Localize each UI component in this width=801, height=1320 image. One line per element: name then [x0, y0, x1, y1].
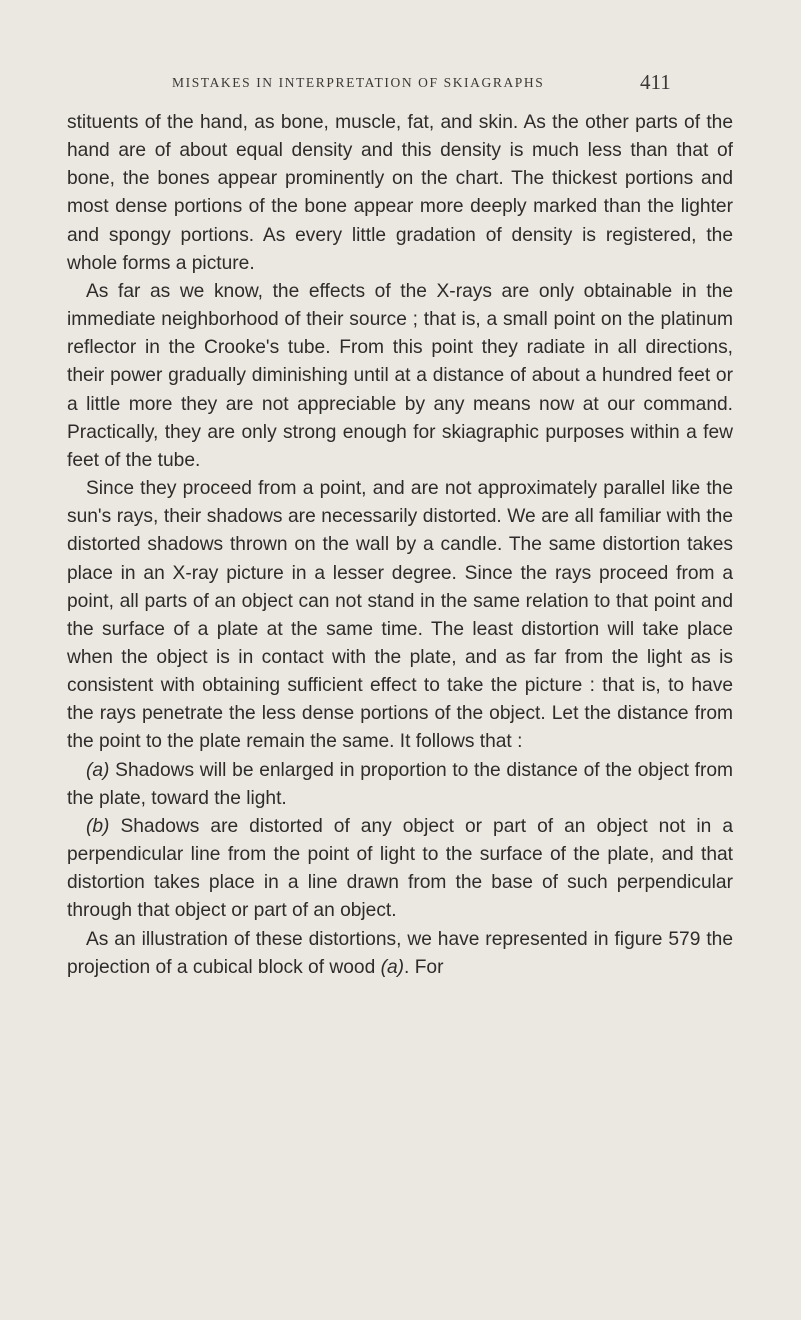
running-title: MISTAKES IN INTERPRETATION OF SKIAGRAPHS [172, 75, 545, 90]
closing-text-before: As an illustration of these distortions, we have represented in figure 579 the projection of a cubical block of wood [67, 928, 733, 978]
list-item-b-label: (b) [86, 815, 110, 837]
list-item-a-text: Shadows will be enlarged in proportion to the distance of the object from the plate, toward the light. [67, 759, 733, 809]
page-number: 411 [640, 70, 671, 94]
list-item-b-text: Shadows are distorted of any object or part of an object not in a perpendicular line from the point of light to the surface of the plate, and that distortion takes place in a line drawn from the base of such perpendicular through that object or part of an object. [67, 815, 733, 922]
closing-text-after: . For [404, 956, 444, 978]
list-item-a [67, 757, 733, 813]
running-head [0, 70, 801, 100]
paragraph-continued: stituents of the hand, as bone, muscle, fat, and skin. As the other parts of the hand are of about equal density and this density is much less than that of bone, the bones appear prominently on the chart. The thickest portions and most dense portions of the bone appear more deeply marked than the lighter and spongy portions. As every little gradation of density is registered, the whole forms a picture. [67, 112, 733, 274]
list-item-b [67, 813, 733, 926]
body-text [67, 109, 733, 982]
list-item-a-label: (a) [86, 759, 110, 781]
paragraph-illustration [67, 926, 733, 982]
closing-label: (a) [380, 956, 405, 978]
paragraph-distortion: Since they proceed from a point, and are not approximately parallel like the sun's rays, their shadows are necessarily distorted. We are all familiar with the distorted shadows thrown on the wall by a candle. The same distortion takes place in an X-ray picture in a lesser degree. Since the rays proceed from a point, all parts of an object can not stand in the same relation to that point and the surface of a plate at the same time. The least distortion will take place when the object is in contact with the plate, and as far from the light as is consistent with obtaining sufficient effect to take the picture : that is, to have the rays penetrate the less dense portions of the object. Let the distance from the point to the plate remain the same. It follows that : [67, 478, 733, 753]
paragraph-x-rays-source: As far as we know, the effects of the X-rays are only obtainable in the immediate neighborhood of their source ; that is, a small point on the platinum reflector in the Crooke's tube. From this point they radiate in all directions, their power gradually diminishing until at a distance of about a hundred feet or a little more they are not appreciable by any means now at our command. Practically, they are only strong enough for skiagraphic purposes within a few feet of the tube. [67, 280, 733, 471]
